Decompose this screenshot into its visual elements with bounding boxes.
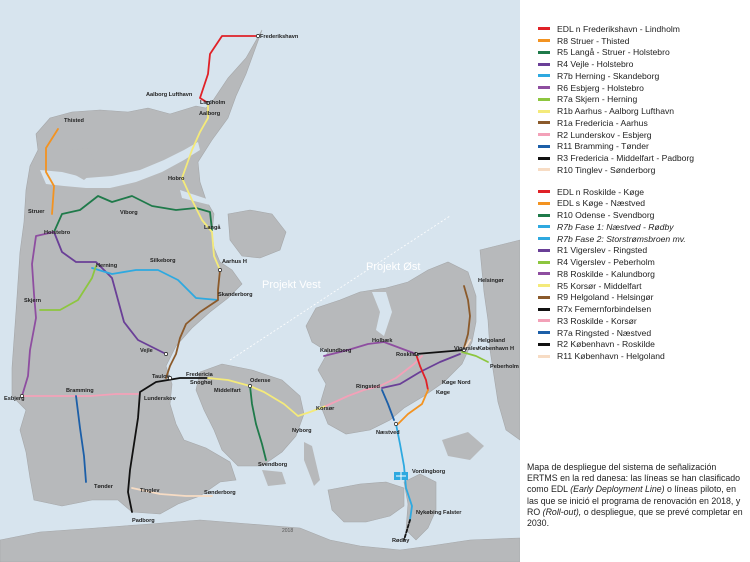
city-label: Roskilde [396, 352, 420, 358]
legend-label: R9 Helgoland - Helsingør [557, 292, 654, 303]
legend-item [538, 186, 748, 198]
city-label: København H [478, 346, 515, 352]
legend-swatch [538, 190, 550, 193]
city-label: Bramming [66, 388, 94, 394]
city-label: Kalundborg [320, 348, 352, 354]
legend-item [538, 350, 748, 362]
city-label: Køge [436, 390, 450, 396]
caption-italic-2: (Roll-out), [542, 506, 582, 517]
legend-label: R8 Struer - Thisted [557, 35, 630, 46]
legend-swatch [538, 39, 550, 42]
legend-swatch [538, 214, 550, 217]
land-germany [0, 520, 520, 562]
legend-label: R4 Vigerslev - Peberholm [557, 257, 655, 268]
map-year: 2018 [282, 528, 294, 534]
legend-item [538, 105, 748, 117]
city-label: Vigerslev [454, 346, 479, 352]
legend-swatch [538, 86, 550, 89]
legend-swatch [538, 51, 550, 54]
caption-part-3: o despliegue, que se prevé completar en 2030. [527, 506, 743, 529]
city-label: Sønderborg [204, 490, 236, 496]
legend-label: EDL n Roskilde - Køge [557, 186, 645, 197]
city-label: Skjern [24, 298, 42, 304]
legend-label: EDL n Frederikshavn - Lindholm [557, 23, 680, 34]
city-label: Struer [28, 209, 45, 215]
city-label: Viborg [120, 210, 138, 216]
legend-swatch [538, 133, 550, 136]
legend-swatch [538, 145, 550, 148]
city-label: Rødby [392, 538, 410, 544]
city-label: Vordingborg [412, 469, 446, 475]
city-label: Thisted [64, 118, 84, 124]
legend-item [538, 221, 748, 233]
city-label: Silkeborg [150, 258, 176, 264]
city-label: Svendborg [258, 462, 288, 468]
legend-item [538, 58, 748, 70]
city-label: Ringsted [356, 384, 380, 390]
legend-label: R7a Skjern - Herning [557, 94, 638, 105]
city-label: Peberholm [490, 364, 519, 370]
land-mon [442, 432, 484, 460]
legend-item [538, 94, 748, 106]
legend-swatch [538, 296, 550, 299]
legend-label: R7b Fase 1: Næstved - Rødby [557, 221, 674, 232]
legend-swatch [538, 237, 550, 240]
legend-item [538, 315, 748, 327]
city-label: Padborg [132, 518, 155, 524]
city-label: Herning [96, 263, 118, 269]
city-label: Middelfart [214, 388, 241, 394]
city-label: Taulov [152, 374, 170, 380]
legend-label: R1 Vigerslev - Ringsted [557, 245, 648, 256]
city-label: Korsør [316, 406, 335, 412]
legend-label: R7x Femernforbindelsen [557, 304, 652, 315]
region-label-east: Projekt Øst [366, 261, 421, 273]
legend-label: R2 København - Roskilde [557, 339, 655, 350]
caption-part-1: Mapa de despliegue del sistema de señalización ERTMS en la red danesa: las líneas se han clasificado como EDL [527, 462, 741, 495]
city-label: Snoghøj [190, 380, 213, 386]
legend-swatch [538, 308, 550, 311]
legend-label: R7b Herning - Skandeborg [557, 70, 660, 81]
city-label: Vejle [140, 348, 153, 354]
legend-item [538, 233, 748, 245]
caption-part-2: o líneas piloto, en las que se inició el programa de renovación en 2018, y RO [527, 484, 741, 517]
legend-group-zealand [538, 186, 748, 362]
legend-label: R10 Odense - Svendborg [557, 210, 655, 221]
station-dot [218, 268, 221, 271]
land-tasinge [262, 470, 286, 486]
city-label: Hobro [168, 176, 185, 182]
legend-swatch [538, 74, 550, 77]
legend-label: R2 Lunderskov - Esbjerg [557, 129, 652, 140]
legend-swatch [538, 27, 550, 30]
line-vigerslev-peberholm [462, 352, 488, 362]
city-label: Langå [204, 225, 221, 231]
city-label: Nyborg [292, 428, 312, 434]
legend-item [538, 152, 748, 164]
legend-item [538, 280, 748, 292]
land-djursland [228, 210, 286, 258]
city-label: Skanderborg [218, 292, 253, 298]
legend-label: R11 København - Helgoland [557, 351, 665, 362]
legend-item [538, 117, 748, 129]
legend-item [538, 198, 748, 210]
legend-swatch [538, 157, 550, 160]
legend-label: R5 Langå - Struer - Holstebro [557, 47, 670, 58]
legend-item [538, 209, 748, 221]
legend-label: R7b Fase 2: Storstrømsbroen mv. [557, 233, 686, 244]
legend-label: R1b Aarhus - Aalborg Lufthavn [557, 106, 675, 117]
legend-item [538, 245, 748, 257]
land-lolland [328, 482, 404, 522]
legend-item [538, 292, 748, 304]
map-caption [527, 462, 745, 529]
legend-label: R10 Tinglev - Sønderborg [557, 164, 656, 175]
city-label: Lindholm [200, 100, 226, 106]
city-label: Tinglev [140, 488, 160, 494]
city-label: Holbæk [372, 338, 393, 344]
city-label: Aalborg Lufthavn [146, 92, 193, 98]
legend-swatch [538, 355, 550, 358]
legend-label: R8 Roskilde - Kalundborg [557, 268, 655, 279]
city-label: Næstved [376, 430, 400, 436]
legend-label: R3 Roskilde - Korsør [557, 315, 637, 326]
land-falster [404, 474, 436, 540]
city-label: Esbjerg [4, 396, 25, 402]
caption-italic-1: (Early Deployment Line) [570, 484, 665, 495]
legend-swatch [538, 343, 550, 346]
legend-item [538, 327, 748, 339]
legend-swatch [538, 225, 550, 228]
legend-item [538, 164, 748, 176]
city-label: Odense [250, 378, 271, 384]
legend-label: R4 Vejle - Holstebro [557, 59, 634, 70]
station-dot [164, 352, 167, 355]
legend-swatch [538, 98, 550, 101]
legend-item [538, 141, 748, 153]
city-label: Aalborg [199, 111, 221, 117]
station-dot [394, 422, 397, 425]
legend-item [538, 82, 748, 94]
station-dot [248, 384, 251, 387]
legend-item [538, 256, 748, 268]
legend-swatch [538, 63, 550, 66]
legend-item [538, 47, 748, 59]
legend-swatch [538, 261, 550, 264]
city-label: Køge Nord [442, 380, 471, 386]
legend-swatch [538, 168, 550, 171]
legend-swatch [538, 249, 550, 252]
legend-item [538, 129, 748, 141]
legend-swatch [538, 202, 550, 205]
city-label: Tønder [94, 484, 113, 490]
legend-item [538, 339, 748, 351]
legend-label: R11 Bramming - Tønder [557, 141, 649, 152]
city-label: Nykøbing Falster [416, 510, 462, 516]
storstrom-bridge-icon [394, 472, 408, 480]
city-label: Holstebro [44, 230, 71, 236]
legend-swatch [538, 319, 550, 322]
legend-swatch [538, 121, 550, 124]
legend-label: R3 Fredericia - Middelfart - Padborg [557, 153, 695, 164]
legend-swatch [538, 284, 550, 287]
legend-label: R7a Ringsted - Næstved [557, 327, 652, 338]
legend-item [538, 268, 748, 280]
city-label: Lunderskov [144, 396, 176, 402]
legend-item [538, 70, 748, 82]
legend-label: R1a Fredericia - Aarhus [557, 117, 648, 128]
city-label: Helgoland [478, 338, 506, 344]
legend-item [538, 35, 748, 47]
legend-item [538, 23, 748, 35]
city-label: Aarhus H [222, 259, 247, 265]
city-label: Fredericia [186, 372, 213, 378]
city-label: Frederikshavn [260, 34, 299, 40]
legend-swatch [538, 110, 550, 113]
legend-label: EDL s Køge - Næstved [557, 198, 646, 209]
city-label: Helsingør [478, 278, 504, 284]
legend-swatch [538, 331, 550, 334]
legend-swatch [538, 272, 550, 275]
legend-label: R6 Esbjerg - Holstebro [557, 82, 644, 93]
legend [538, 23, 748, 362]
legend-item [538, 303, 748, 315]
region-label-west: Projekt Vest [262, 279, 321, 291]
legend-group-jutland-funen [538, 23, 748, 176]
legend-label: R5 Korsør - Middelfart [557, 280, 642, 291]
land-langeland [304, 442, 320, 486]
